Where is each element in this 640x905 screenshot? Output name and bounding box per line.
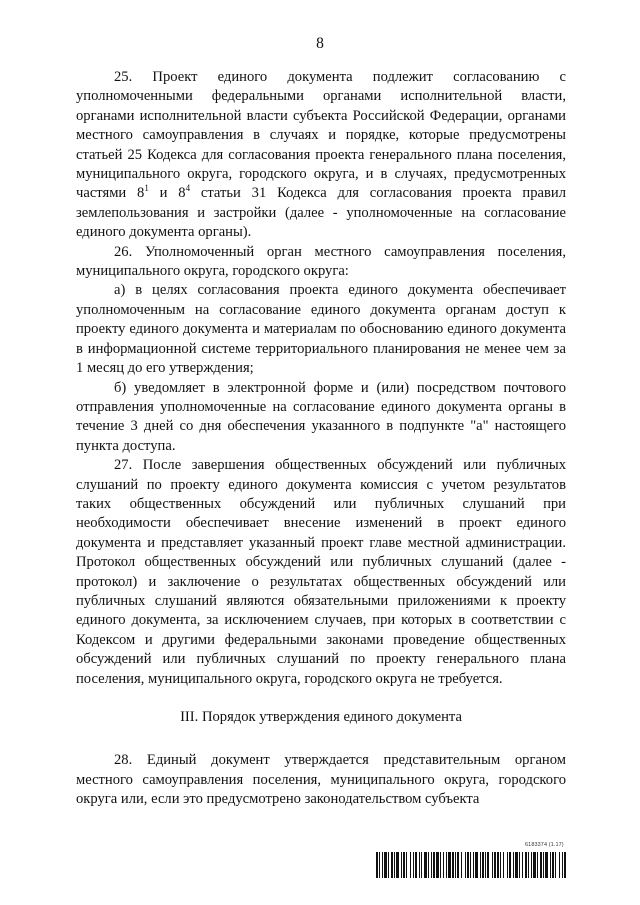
- paragraph-26: 26. Уполномоченный орган местного самоуправления поселения, муниципального округа, городского округа:: [76, 243, 566, 280]
- paragraph-25-part-c: статьи 31 Кодекса для согласования проекта правил землепользования и застройки (далее - уполномоченные на согласование единого документа органы).: [76, 185, 566, 241]
- paragraph-26a: а) в целях согласования проекта единого документа обеспечивает уполномоченным на согласование единого документа органам доступ к проекту единого документа и материалам по обоснованию единого документа в информационной системе территориального планирования не менее чем за 1 месяц до его утверждения;: [76, 282, 566, 377]
- paragraph-25-part-b: и 8: [148, 185, 186, 202]
- section-heading: III. Порядок утверждения единого документа: [180, 709, 462, 725]
- document-body: [76, 68, 566, 810]
- paragraph-28: 28. Единый документ утверждается представительным органом местного самоуправления поселения, муниципального округа, городского округа или, если это предусмотрено законодательством субъекта: [76, 752, 566, 808]
- page-number: 8: [316, 35, 324, 52]
- paragraph-26b: б) уведомляет в электронной форме и (или) посредством почтового отправления уполномоченные на согласование единого документа органы в течение 3 дней со дня обеспечения указанного в подпункте "а" настоящего пункта доступа.: [76, 379, 566, 454]
- paragraph-27: 27. После завершения общественных обсуждений или публичных слушаний по проекту единого документа комиссия с учетом результатов таких общественных обсуждений или публичных слушаний при необходимости обеспечивает внесение изменений в проект единого документа и представляет указанный проект главе местной администрации. Протокол общественных обсуждений или публичных слушаний (далее - протокол) и заключение о результатах общественных обсуждений или публичных слушаний являются обязательными приложениями к проекту единого документа, за исключением случаев, при которых в соответствии с Кодексом и другими федеральными законами проведение общественных обсуждений или публичных слушаний по проекту генерального плана поселения, муниципального округа, городского округа не требуется.: [76, 457, 566, 687]
- document-code: 6183374 (1.17): [525, 842, 564, 848]
- paragraph-25-part-a: 25. Проект единого документа подлежит согласованию с уполномоченными федеральными органами исполнительной власти, органами исполнительной власти субъекта Российской Федерации, органами местного самоуправления в случаях и порядке, которые предусмотрены статьей 25 Кодекса для согласования проекта генерального плана поселения, муниципального округа, городского округа, и в случаях, предусмотренных частями 8: [76, 69, 566, 202]
- superscript-1: 1: [144, 183, 149, 194]
- superscript-4: 4: [185, 183, 191, 194]
- barcode: [376, 852, 566, 878]
- paragraph-25: [76, 68, 566, 243]
